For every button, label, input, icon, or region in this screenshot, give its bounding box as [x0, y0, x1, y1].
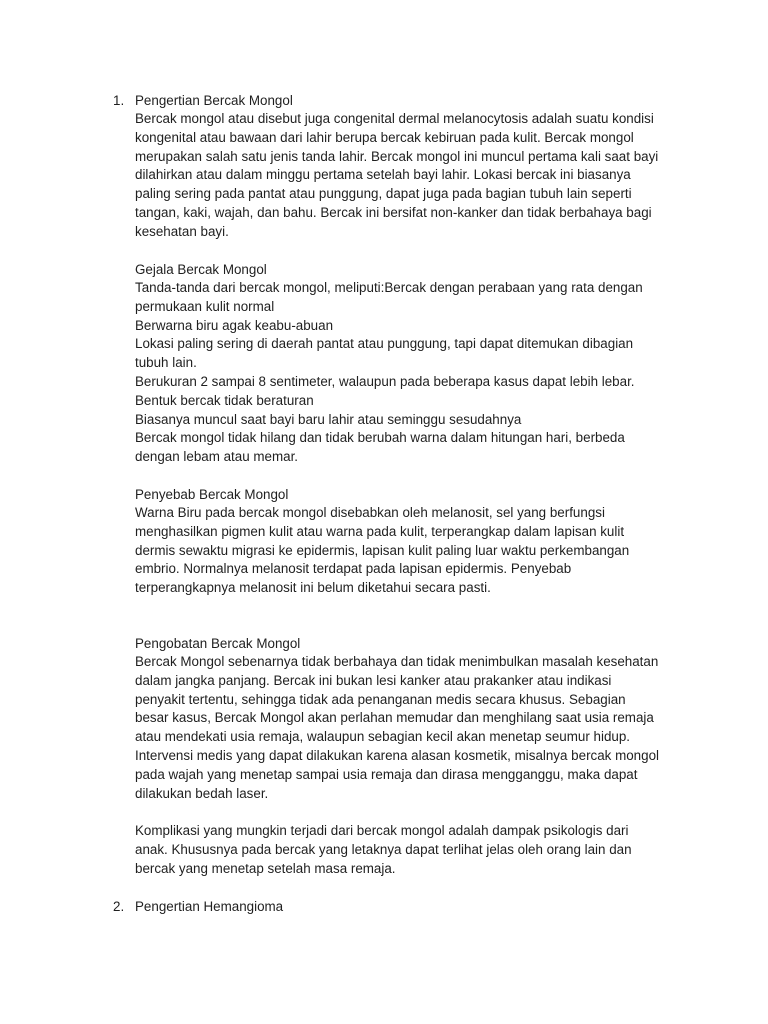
text-line: dilahirkan atau dalam minggu pertama setelah bayi lahir. Lokasi bercak ini biasanya [135, 167, 631, 183]
text-line: tubuh lain. [135, 355, 197, 371]
text-line: Biasanya muncul saat bayi baru lahir atau seminggu sesudahnya [135, 411, 522, 427]
text-line: Bercak mongol atau disebut juga congenital dermal melanocytosis adalah suatu kondisi [135, 111, 654, 126]
text-line: tangan, kaki, wajah, dan bahu. Bercak ini bersifat non-kanker dan tidak berbahaya bagi [135, 204, 652, 220]
list-number-2: 2. [113, 899, 125, 914]
text-line: dalam jangka panjang. Bercak ini bukan lesi kanker atau prakanker atau indikasi [135, 672, 612, 688]
text-line: Bentuk bercak tidak beraturan [135, 392, 314, 408]
list-number-1: 1. [113, 93, 125, 108]
text-line: terperangkapnya melanosit ini belum diketahui secara pasti. [135, 580, 491, 596]
section-heading-pengertian-hemangioma: Pengertian Hemangioma [135, 899, 284, 914]
section-heading-pengobatan-bercak-mongol: Pengobatan Bercak Mongol [135, 636, 301, 651]
text-line: embrio. Normalnya melanosit terdapat pada lapisan epidermis. Penyebab [135, 561, 572, 577]
text-line: Bercak Mongol sebenarnya tidak berbahaya dan tidak menimbulkan masalah kesehatan [135, 654, 659, 669]
paragraph-pengertian-bercak-mongol [135, 110, 659, 242]
text-line: Lokasi paling sering di daerah pantat atau punggung, tapi dapat ditemukan dibagian [135, 336, 634, 352]
text-line: Warna Biru pada bercak mongol disebabkan oleh melanosit, sel yang berfungsi [135, 505, 605, 520]
text-line: Tanda-tanda dari bercak mongol, meliputi:Bercak dengan perabaan yang rata dengan [135, 280, 643, 295]
text-line: dengan lebam atau memar. [135, 449, 299, 465]
paragraph-komplikasi [135, 822, 655, 878]
text-line: atau mendekati usia remaja, walaupun sebagian kecil akan menetap seumur hidup. [135, 729, 631, 745]
text-line: Bercak mongol tidak hilang dan tidak berubah warna dalam hitungan hari, berbeda [135, 430, 625, 446]
text-line: permukaan kulit normal [135, 298, 275, 314]
text-line: Berukuran 2 sampai 8 sentimeter, walaupun pada beberapa kasus dapat lebih lebar. [135, 373, 635, 389]
text-line: dilakukan bedah laser. [135, 785, 269, 801]
text-line: besar kasus, Bercak Mongol akan perlahan memudar dan menghilang saat usia remaja [135, 710, 654, 726]
section-heading-pengertian-bercak-mongol: Pengertian Bercak Mongol [135, 93, 293, 108]
text-line: menghasilkan pigmen kulit atau warna pada kulit, terperangkap dalam lapisan kulit [135, 523, 625, 539]
text-line: Berwarna biru agak keabu-abuan [135, 317, 334, 333]
text-line: Intervensi medis yang dapat dilakukan karena alasan kosmetik, misalnya bercak mongol [135, 747, 660, 763]
text-line: paling sering pada pantat atau punggung, dapat juga pada bagian tubuh lain seperti [135, 186, 632, 202]
text-line: kongenital atau bawaan dari lahir berupa bercak kebiruan pada kulit. Bercak mongol [135, 129, 634, 145]
text-line: bercak yang menetap setelah masa remaja. [135, 860, 396, 876]
text-line: kesehatan bayi. [135, 223, 229, 239]
section-heading-penyebab-bercak-mongol: Penyebab Bercak Mongol [135, 487, 289, 502]
text-line: pada wajah yang menetap sampai usia remaja dan dirasa mengganggu, maka dapat [135, 766, 638, 782]
paragraph-pengobatan-bercak-mongol [135, 653, 660, 803]
text-line: Komplikasi yang mungkin terjadi dari bercak mongol adalah dampak psikologis dari [135, 823, 629, 838]
paragraph-gejala-bercak-mongol [135, 279, 655, 467]
section-heading-gejala-bercak-mongol: Gejala Bercak Mongol [135, 262, 267, 277]
text-line: merupakan salah satu jenis tanda lahir. Bercak mongol ini muncul pertama kali saat bayi [135, 148, 659, 164]
text-line: dermis sewaktu migrasi ke epidermis, lapisan kulit paling luar waktu perkembangan [135, 542, 630, 558]
text-line: penyakit tertentu, sehingga tidak ada penanganan medis secara khusus. Sebagian [135, 691, 626, 707]
paragraph-penyebab-bercak-mongol [135, 504, 655, 598]
text-line: anak. Khususnya pada bercak yang letaknya dapat terlihat jelas oleh orang lain dan [135, 841, 632, 857]
